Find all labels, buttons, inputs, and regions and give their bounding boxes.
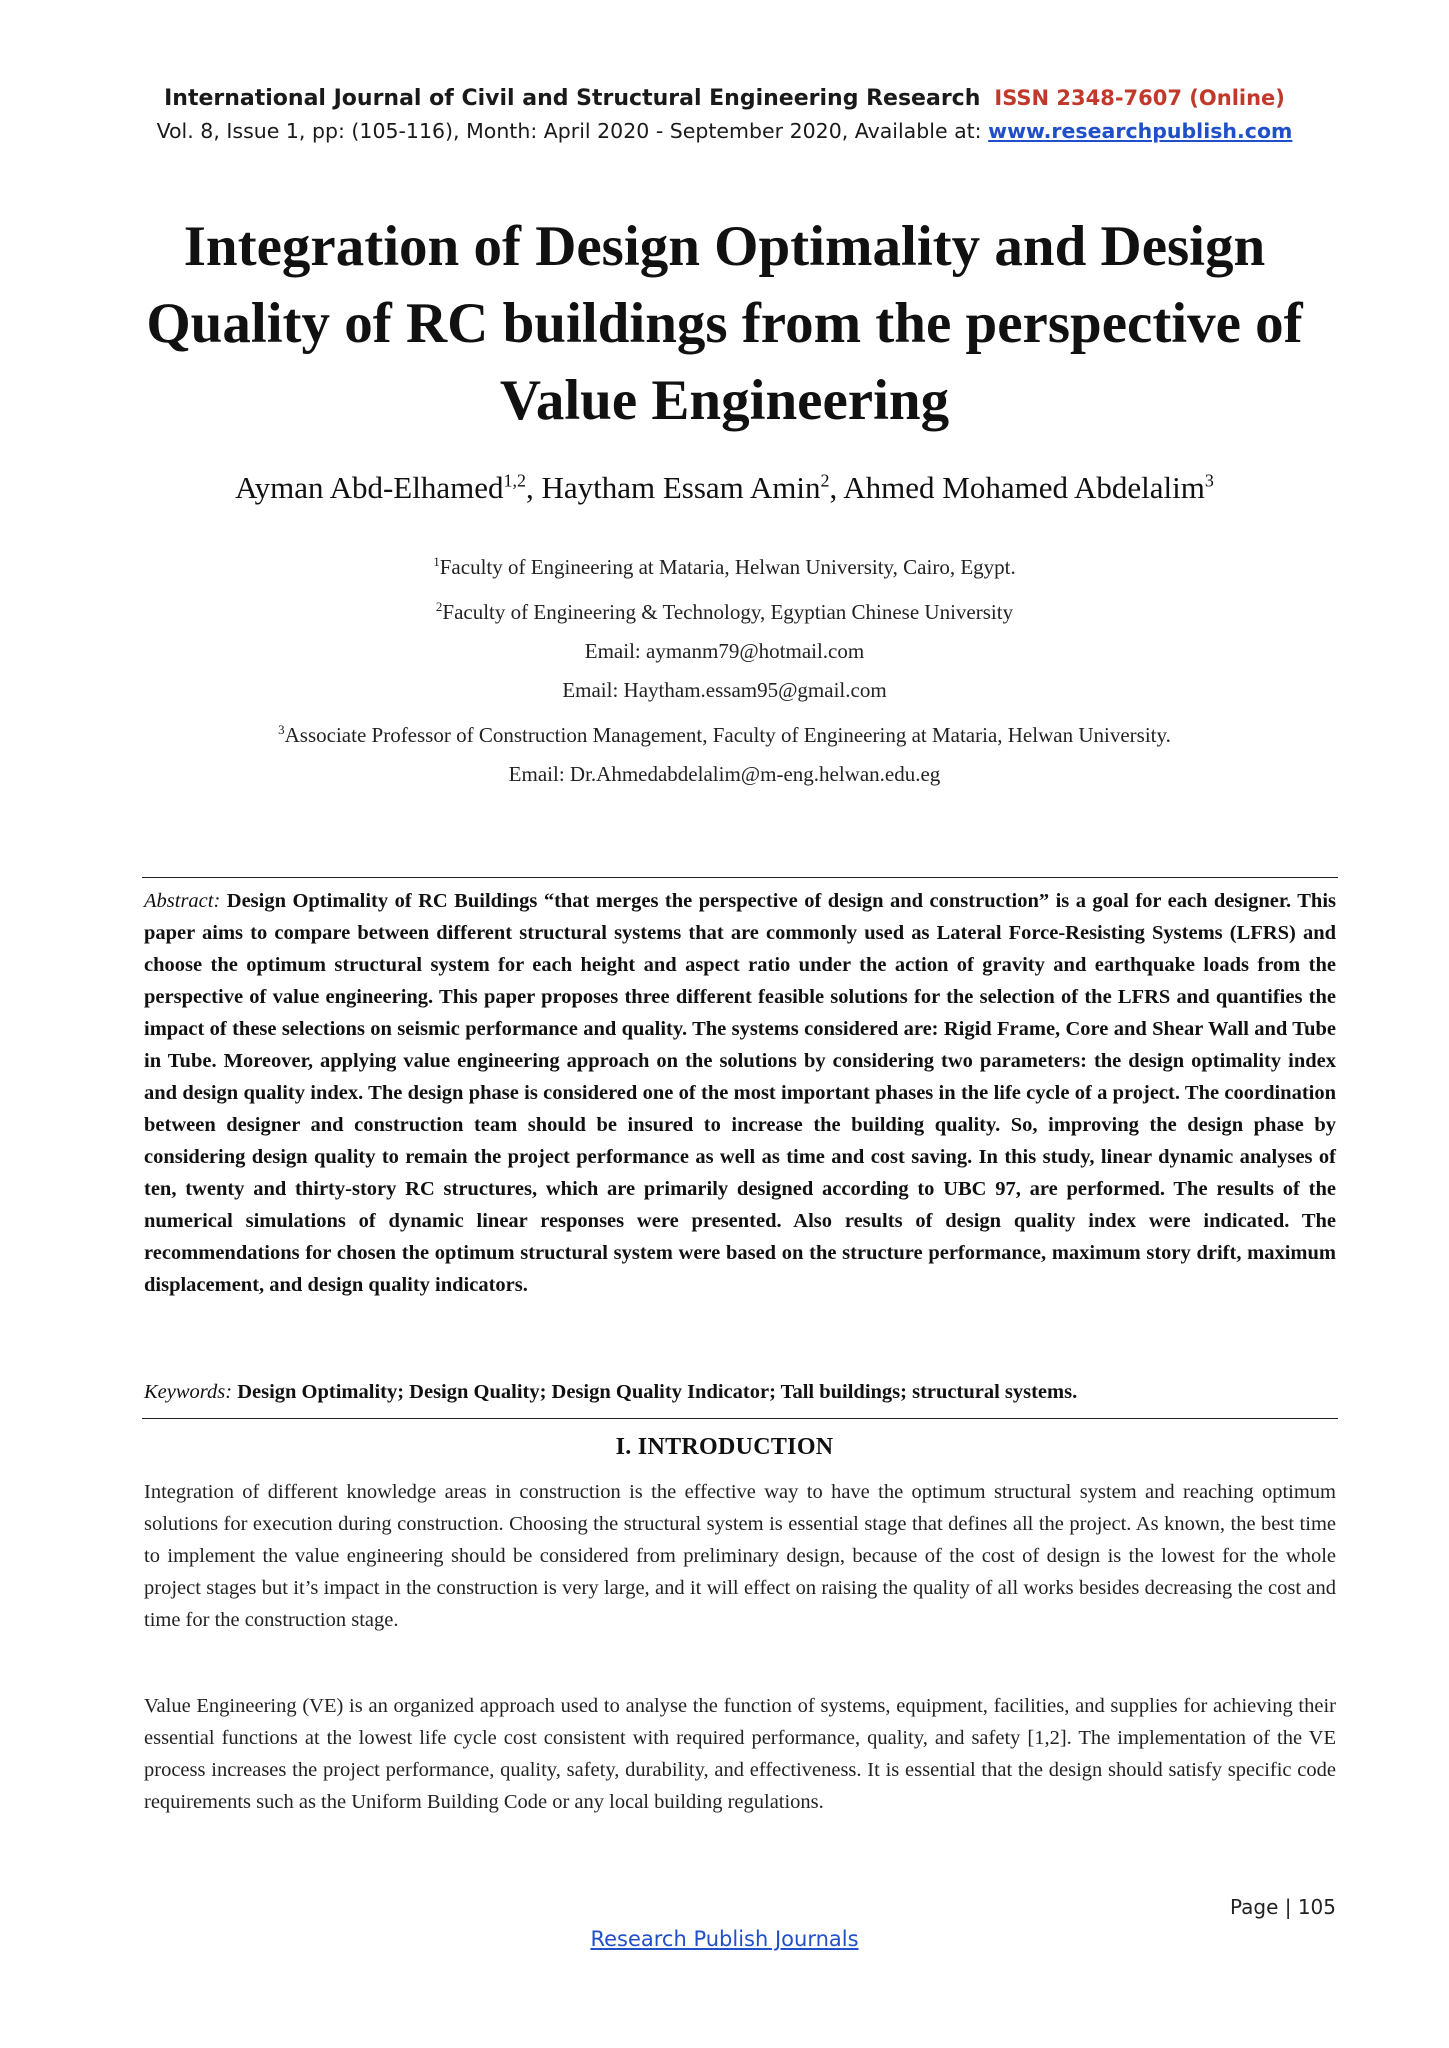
section-heading: I. INTRODUCTION [615, 1434, 834, 1460]
author-email: Email: Dr.Ahmedabdelalim@m-eng.helwan.edu.eg [508, 762, 941, 786]
affiliation-text: Faculty of Engineering & Technology, Egyptian Chinese University [442, 600, 1014, 624]
abstract-text: Design Optimality of RC Buildings “that merges the perspective of design and construction” is a goal for each designer. This paper aims to compare between different structural systems that are commonly used as Lateral Force-Resisting Systems (LFRS) and choose the optimum structural system for each height and aspect ratio under the action of gravity and earthquake loads from the perspective of value engineering. This paper proposes three different feasible solutions for the selection of the LFRS and quantifies the impact of these selections on seismic performance and quality. The systems considered are: Rigid Frame, Core and Shear Wall and Tube in Tube. Moreover, applying value engineering approach on the solutions by considering two parameters: the design optimality index and design quality index. The design phase is considered one of the most important phases in the life cycle of a project. The coordination between designer and construction team should be insured to increase the building quality. So, improving the design phase by considering design quality to remain the project performance as well as time and cost saving. In this study, linear dynamic analyses of ten, twenty and thirty-story RC structures, which are primarily designed according to UBC 97, are performed. The results of the numerical simulations of dynamic linear responses were presented. Also results of design quality index were indicated. The recommendations for chosen the optimum structural system were based on the structure performance, maximum story drift, maximum displacement, and design quality indicators. [144, 890, 1337, 1296]
author-email: Email: aymanm79@hotmail.com [584, 639, 865, 663]
abstract-bottom-divider [142, 1418, 1338, 1419]
body-paragraph: Integration of different knowledge areas in construction is the effective way to have the optimum structural system and reaching optimum solutions for execution during construction. Choosing the structural system is essential stage that defines all the project. As known, the best time to implement the value engineering should be considered from preliminary design, because of the cost of design is the lowest for the whole project stages but it’s impact in the construction is very large, and it will effect on raising the quality of all works besides decreasing the cost and time for the construction stage. [144, 1481, 1336, 1631]
page-number: Page | 105 [1229, 1895, 1336, 1919]
author-affiliation-marker: 3 [1204, 470, 1214, 491]
affiliation-text: Faculty of Engineering at Mataria, Helwan University, Cairo, Egypt. [439, 555, 1016, 579]
affiliation-3 [0, 710, 1449, 755]
affiliation-block [0, 542, 1449, 794]
affiliation-1 [0, 542, 1449, 587]
body-paragraph: Value Engineering (VE) is an organized approach used to analyse the function of systems, equipment, facilities, and supplies for achieving their essential functions at the lowest life cycle cost consistent with required performance, quality, and safety [1,2]. The implementation of the VE process increases the project performance, quality, safety, durability, and effectiveness. It is essential that the design should satisfy specific code requirements such as the Uniform Building Code or any local building regulations. [144, 1695, 1336, 1813]
author-name: Ayman Abd-Elhamed [235, 470, 504, 505]
affiliation-marker: 1 [433, 554, 440, 569]
affiliation-marker: 2 [435, 599, 443, 614]
footer [0, 1927, 1449, 1951]
affiliation-marker: 3 [278, 722, 285, 737]
author-affiliation-marker: 1,2 [503, 470, 526, 491]
abstract-top-divider [142, 877, 1338, 878]
journal-name: International Journal of Civil and Structural Engineering Research [164, 86, 981, 111]
author-name: Haytham Essam Amin [541, 470, 821, 505]
author-separator: , [829, 470, 844, 505]
abstract-label: Abstract: [144, 890, 221, 912]
journal-volume-line [0, 119, 1449, 143]
keywords-text: Design Optimality; Design Quality; Design Quality Indicator; Tall buildings; structural systems. [237, 1381, 1078, 1403]
volume-info: Vol. 8, Issue 1, pp: (105-116), Month: April 2020 - September 2020, Available at: [156, 119, 982, 143]
author-list [0, 470, 1449, 506]
affiliation-2 [0, 587, 1449, 632]
affiliation-text: Associate Professor of Construction Management, Faculty of Engineering at Mataria, Helwan University. [284, 723, 1171, 747]
keywords-label: Keywords: [144, 1381, 233, 1403]
author-email: Email: Haytham.essam95@gmail.com [562, 678, 887, 702]
author-name: Ahmed Mohamed Abdelalim [843, 470, 1205, 505]
publisher-link[interactable]: Research Publish Journals [590, 1927, 859, 1951]
journal-header [0, 86, 1449, 111]
journal-website-link[interactable]: www.researchpublish.com [988, 119, 1293, 143]
journal-issn: ISSN 2348-7607 (Online) [994, 86, 1285, 110]
paper-title: Integration of Design Optimality and Design Quality of RC buildings from the perspective of Value Engineering [146, 215, 1303, 432]
keywords [144, 1381, 1336, 1404]
abstract [144, 885, 1336, 1301]
author-separator: , [525, 470, 542, 505]
author-affiliation-marker: 2 [820, 470, 830, 491]
